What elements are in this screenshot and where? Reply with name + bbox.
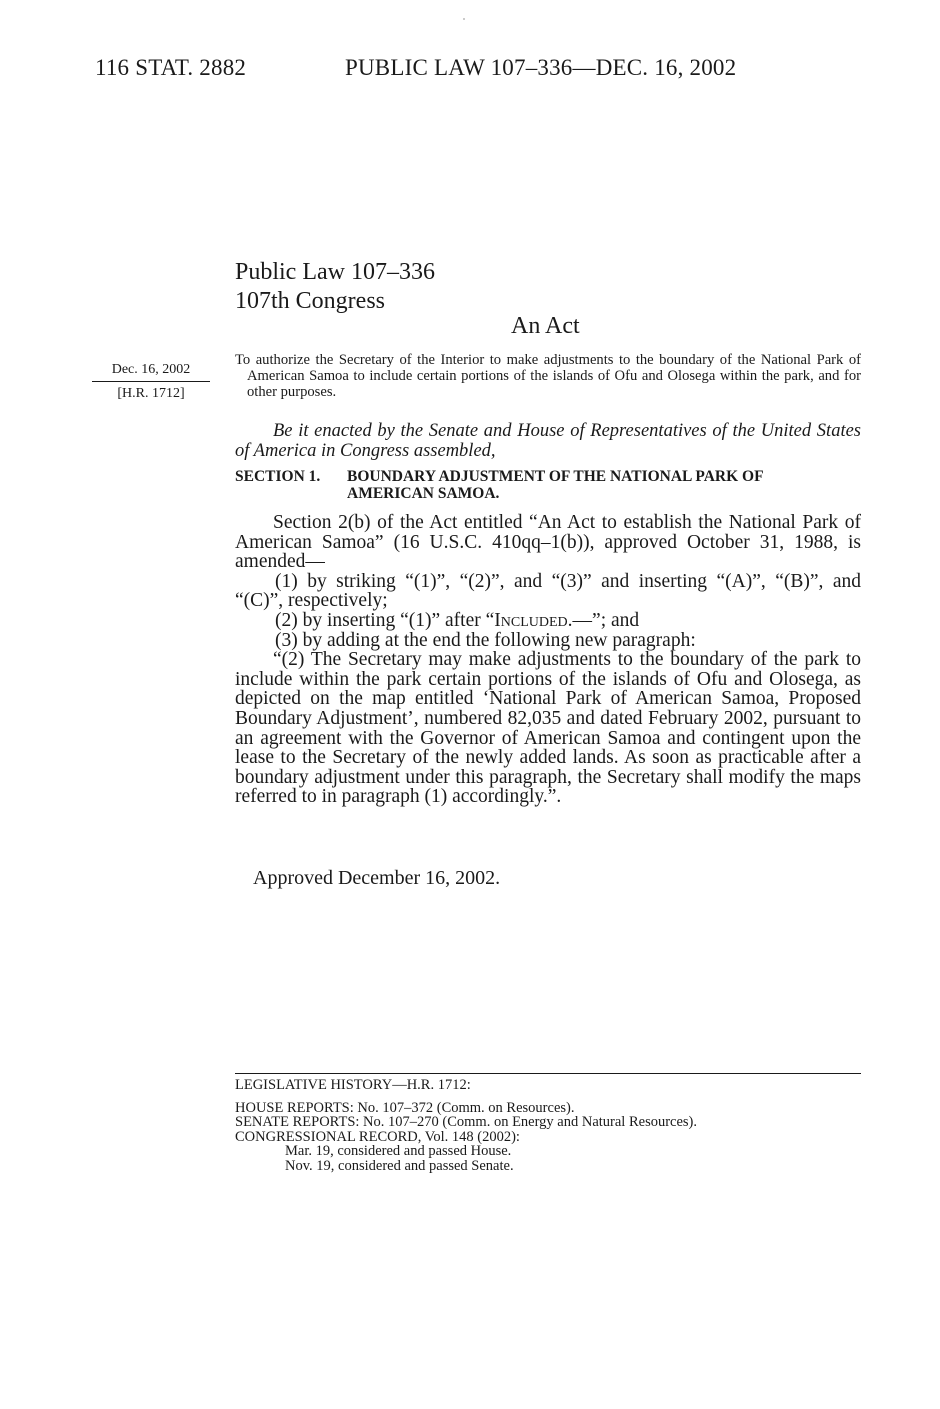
enacting-clause xyxy=(235,421,861,461)
new-paragraph: “(2) The Secretary may make adjustments to the boundary of the park to include within the park certain portions of the islands of Ofu and Olosega, as depicted on the map entitled ‘National Park of American Samoa, Proposed Boundary Adjustment’, numbered 82,035 and dated February 2002, pursuant to an agreement with the Governor of American Samoa and contingent upon the lease to the Secretary of the newly added lands. As soon as practicable after a boundary adjustment under this paragraph, the Secretary shall modify the maps referred to in paragraph (1) accordingly.”. xyxy=(235,649,861,808)
bill-number: [H.R. 1712] xyxy=(117,386,185,401)
section-intro: Section 2(b) of the Act entitled “An Act to establish the National Park of American Samoa” (16 U.S.C. 410qq–1(b)), approved October 31, 1988, is amended— xyxy=(235,512,861,573)
congress-number: 107th Congress xyxy=(235,288,385,314)
purpose-statement xyxy=(235,352,861,400)
congressional-record: CONGRESSIONAL RECORD, Vol. 148 (2002): xyxy=(235,1128,520,1145)
enacting-clause-text: Be it enacted by the Senate and House of Representatives of the United States of America in Congress assembled, xyxy=(235,421,861,461)
enactment-date: Dec. 16, 2002 xyxy=(111,362,191,377)
amendment-item-2-caps: Included xyxy=(494,609,568,631)
house-reports: HOUSE REPORTS: No. 107–372 (Comm. on Resources). xyxy=(235,1099,575,1116)
section-heading-line2: AMERICAN SAMOA. xyxy=(347,485,500,502)
section-heading-line1: BOUNDARY ADJUSTMENT OF THE NATIONAL PARK OF xyxy=(347,468,764,485)
amendment-item-2-pre: (2) by inserting “(1)” after “ xyxy=(275,609,495,631)
margin-note xyxy=(92,360,210,403)
senate-reports: SENATE REPORTS: No. 107–270 (Comm. on Energy and Natural Resources). xyxy=(235,1114,698,1131)
history-heading: LEGISLATIVE HISTORY—H.R. 1712: xyxy=(235,1077,471,1093)
amendment-item-2 xyxy=(197,611,861,631)
amendment-item-1: (1) by striking “(1)”, “(2)”, and “(3)” and inserting “(A)”, “(B)”, and “(C)”, respectively; xyxy=(235,570,861,612)
scan-speck xyxy=(463,18,465,20)
history-rule xyxy=(235,1073,861,1074)
history-action: Nov. 19, considered and passed Senate. xyxy=(285,1157,514,1174)
section-body xyxy=(235,513,861,807)
act-label: An Act xyxy=(511,313,580,339)
legislative-history xyxy=(235,1073,861,1174)
amendment-item-2-post: .—”; and xyxy=(567,609,640,631)
public-law-number: Public Law 107–336 xyxy=(235,259,435,285)
purpose-text: To authorize the Secretary of the Interior to make adjustments to the boundary of the National Park of American Samoa to include certain portions of the islands of Ofu and Olosega within the park, and for other purposes. xyxy=(235,352,861,400)
stat-reference: 116 STAT. 2882 xyxy=(95,55,247,80)
history-action: Mar. 19, considered and passed House. xyxy=(285,1143,512,1160)
amendment-item-3: (3) by adding at the end the following new paragraph: xyxy=(275,629,696,651)
margin-divider xyxy=(92,381,210,382)
section-heading xyxy=(235,468,861,502)
running-title: PUBLIC LAW 107–336—DEC. 16, 2002 xyxy=(345,55,737,80)
law-title-block xyxy=(235,258,435,316)
approval-line: Approved December 16, 2002. xyxy=(253,867,501,889)
section-number: SECTION 1. xyxy=(235,468,321,485)
